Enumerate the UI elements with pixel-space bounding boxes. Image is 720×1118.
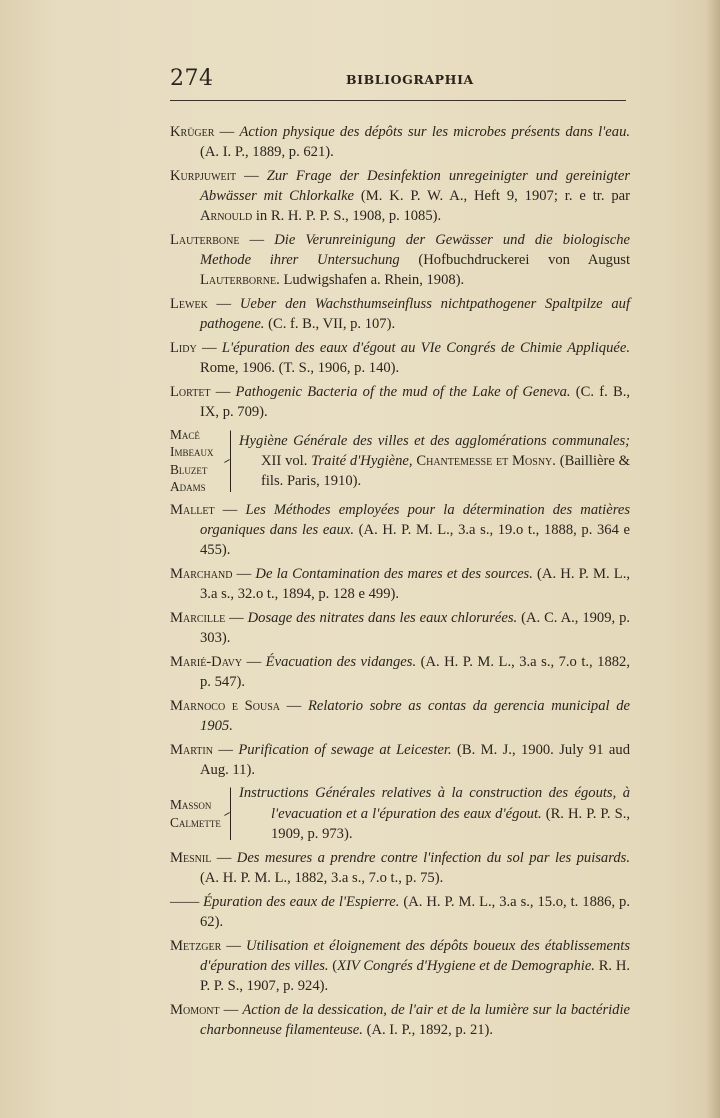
bib-entry-marie-davy <box>170 652 630 692</box>
entry-title: Utilisation et éloignement des dépôts boueux des établissements d'épuration des villes. <box>200 937 630 975</box>
bib-entry-marchand <box>170 564 630 604</box>
entry-citation: (A. H. P. M. L., 3.a s., 7.o t., 1882, p. 547). <box>200 653 631 690</box>
entry-separator: — <box>225 609 248 626</box>
entry-author: Lortet <box>170 383 211 400</box>
author-group <box>170 426 228 496</box>
entry-secondary-author: Chantemesse et Mosny <box>416 452 553 469</box>
entry-title: Purification of sewage at Leicester. <box>238 741 452 758</box>
entry-title: L'épuration des eaux d'égout au VIe Congrés de Chimie Appliquée. <box>221 340 630 357</box>
bib-entry-lortet <box>170 382 630 422</box>
entry-citation: (A. H. P. M. L., 1882, 3.a s., 7.o t., p. 75). <box>200 870 444 887</box>
entry-citation: (R. H. P. P. S., 1909, p. 973). <box>271 805 630 842</box>
group-author: Macé <box>170 426 200 442</box>
entry-title: Die Verunreinigung der Gewässer und die biologische Methode ihrer Untersuchung <box>200 232 630 269</box>
entry-title: Hygiène Générale des villes et des agglomérations communales; <box>239 432 630 449</box>
bib-entry-marcille <box>170 608 630 648</box>
entry-citation-end: in R. H. P. P. S., 1908, p. 1085). <box>252 208 442 225</box>
bib-entry-lauterbone <box>170 230 630 291</box>
author-group <box>170 796 228 831</box>
entry-title: Action de la dessication, de l'air et de la lumière sur la bactéridie charbonneuse filamenteuse. <box>200 1002 631 1039</box>
entry-separator: — <box>242 653 266 670</box>
group-author: Imbeaux <box>170 444 214 460</box>
entry-separator: — <box>196 340 222 357</box>
bib-entry-kurpjuweit <box>170 166 630 227</box>
bib-entry-martin <box>170 740 630 780</box>
entry-author: Marchand <box>170 565 233 582</box>
entry-citation: (A. H. P. M. L., 3.a s., 32.o t., 1894, p. 128 e 499). <box>200 565 630 603</box>
entry-secondary-author: Arnould <box>200 208 253 225</box>
entry-author: Marnoco e Sousa <box>170 697 280 714</box>
entry-author: Marcille <box>170 609 226 626</box>
bib-entry-mesnil-ditto <box>170 892 630 932</box>
entry-title: Action physique des dépôts sur les microbes présents dans l'eau. <box>239 124 631 140</box>
group-author: Calmette <box>170 814 221 830</box>
brace-symbol <box>230 430 236 492</box>
page-edge-shadow <box>706 0 720 1118</box>
entry-citation: (C. f. B., VII, p. 107). <box>264 316 396 333</box>
bibliography-list <box>170 122 630 1044</box>
entry-separator: — <box>239 232 275 249</box>
entry-citation: (A. C. A., 1909, p. 303). <box>200 609 631 647</box>
bib-entry-mesnil <box>170 848 630 888</box>
entry-citation: Rome, 1906. (T. S., 1906, p. 140). <box>200 360 400 377</box>
entry-secondary-title: XIV Congrés d'Hygiene et de Demographie. <box>337 958 595 975</box>
entry-author: Metzger <box>170 937 222 954</box>
entry-citation: (A. I. P., 1892, p. 21). <box>362 1022 494 1039</box>
entry-title: Instructions Générales relatives à la construction des égouts, à l'evacuation et a l'épuration des eaux d'égout. <box>239 785 630 822</box>
entry-citation: (C. f. B., IX, p. 709). <box>200 383 630 421</box>
bib-entry-momont <box>170 1000 630 1040</box>
entry-secondary-author: Lauterborne <box>200 272 277 289</box>
entry-citation: XII vol. <box>261 452 312 469</box>
entry-author: Lidy <box>170 340 197 357</box>
entry-author: Momont <box>170 1002 220 1019</box>
entry-citation: ( <box>328 958 338 975</box>
entry-separator: — <box>214 124 240 140</box>
entry-separator: — <box>210 383 236 400</box>
bib-entry-marnoco-e-sousa <box>170 696 630 736</box>
entry-title: Zur Frage der Desinfektion unregeinigter und gereinigter Abwässer mit Chlorkalke <box>200 167 630 205</box>
entry-title: Évacuation des vidanges. <box>265 653 417 670</box>
entry-citation: (M. K. P. W. A., Heft 9, 1907; r. e tr. par <box>354 188 630 205</box>
entry-separator: — <box>207 296 240 313</box>
entry-author: Lauterbone <box>170 232 240 249</box>
entry-citation-end: . Ludwigshafen a. Rhein, 1908). <box>276 272 465 289</box>
bib-entry-metzger <box>170 936 630 997</box>
entry-citation: (B. M. J., 1900. July 91 aud Aug. 11). <box>200 741 630 778</box>
bib-entry-mace-group <box>170 426 630 496</box>
entry-title: Relatorio sobre as contas da gerencia municipal de 1905. <box>200 697 631 734</box>
entry-author: Kurpjuweit <box>170 167 237 184</box>
entry-title: Ueber den Wachsthumseinfluss nichtpathogener Spaltpilze auf pathogene. <box>200 296 630 333</box>
entry-author: Martin <box>170 741 213 758</box>
entry-separator: — <box>214 501 246 518</box>
entry-title: Des mesures a prendre contre l'infection du sol par les puisards. <box>236 850 630 867</box>
group-author: Masson <box>170 797 212 813</box>
brace-symbol <box>230 787 236 840</box>
bib-entry-masson-calmette <box>170 783 630 844</box>
entry-separator: — <box>236 167 267 184</box>
entry-author: Lewek <box>170 296 208 313</box>
entry-separator: — <box>211 850 237 867</box>
entry-title: Dosage des nitrates dans les eaux chlorurées. <box>247 609 518 626</box>
entry-title: Épuration des eaux de l'Espierre. <box>203 894 400 910</box>
group-author: Adams <box>170 479 206 495</box>
entry-separator: — <box>280 697 308 714</box>
entry-citation: (A. I. P., 1889, p. 621). <box>200 144 334 161</box>
entry-author: Mallet <box>170 501 215 518</box>
entry-separator: — <box>232 565 256 582</box>
entry-title: Pathogenic Bacteria of the mud of the Lake of Geneva. <box>235 383 571 400</box>
entry-title: De la Contamination des mares et des sources. <box>255 565 533 582</box>
bib-entry-lewek <box>170 294 630 334</box>
bib-entry-mallet <box>170 500 630 561</box>
entry-separator: — <box>219 1002 243 1019</box>
bib-entry-kruger <box>170 122 630 162</box>
entry-author: Mesnil <box>170 850 212 867</box>
group-author: Bluzet <box>170 461 208 477</box>
entry-citation-end: . (Baillière & fils. Paris, 1910). <box>261 452 630 489</box>
entry-citation-end: R. H. P. P. S., 1907, p. 924). <box>200 958 631 995</box>
group-entry-text <box>239 431 630 492</box>
bib-entry-lidy <box>170 338 630 378</box>
entry-author: Marié-Davy <box>170 653 243 670</box>
group-entry-text <box>239 783 630 844</box>
running-head: BIBLIOGRAPHIA <box>346 72 474 87</box>
entry-citation: (Hofbuchdruckerei von August <box>399 252 630 269</box>
page-header <box>170 66 626 101</box>
ditto-mark: —— <box>170 894 200 910</box>
entry-author: Krüger <box>170 124 215 140</box>
entry-separator: — <box>212 741 239 758</box>
entry-title: Les Méthodes employées pour la détermination des matières organiques dans les eaux. <box>200 501 631 539</box>
entry-separator: — <box>221 937 247 954</box>
page-number: 274 <box>170 66 214 91</box>
entry-citation: (A. H. P. M. L., 3.a s., 19.o t., 1888, p. 364 e 455). <box>200 522 630 559</box>
entry-secondary-title: Traité d'Hygiène, <box>311 452 413 469</box>
entry-citation: (A. H. P. M. L., 3.a s., 15.o, t. 1886, p. 62). <box>200 894 630 931</box>
